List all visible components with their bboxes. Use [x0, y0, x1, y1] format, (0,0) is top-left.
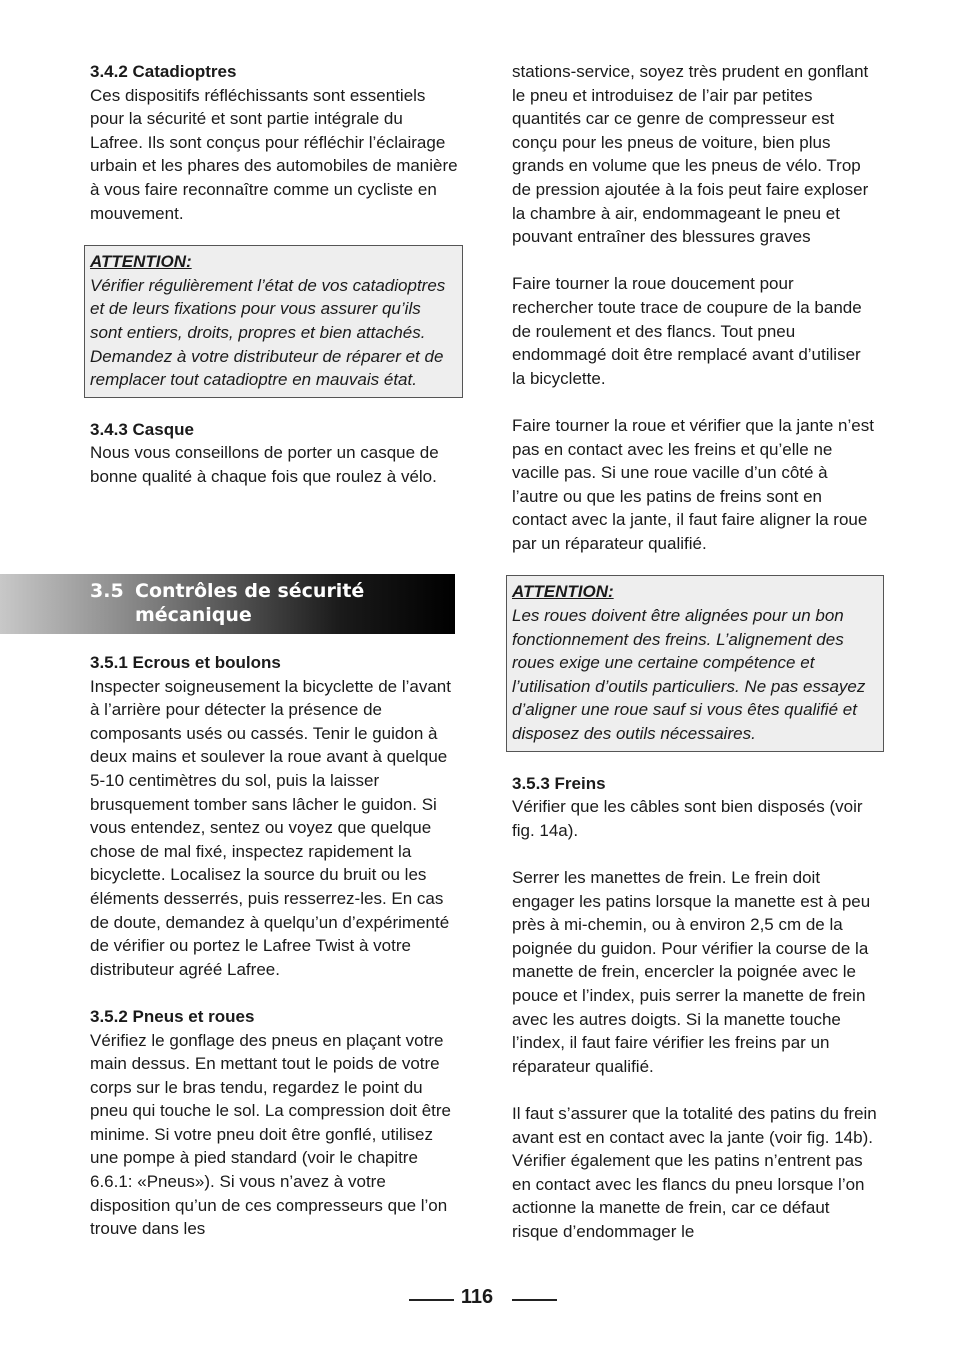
left-column-top: [90, 60, 460, 489]
paragraph-casque: Nous vous conseillons de porter un casque de bonne qualité à chaque fois que roulez à vélo.: [90, 443, 439, 486]
section-title-line2: mécanique: [135, 604, 252, 626]
paragraph-roue-jante: Faire tourner la roue et vérifier que la jante n’est pas en contact avec les freins et qu’elle ne vacille pas. Si une roue vacille d’un côté à l’autre ou que les patins de freins sont en contact avec la jante, il faut faire aligner la roue par un réparateur qualifié.: [512, 415, 874, 553]
paragraph-roue-coupure: Faire tourner la roue doucement pour rechercher toute trace de coupure de la bande de roulement et des flancs. Tout pneu endommagé doit être remplacé avant d’utiliser la bicyclette.: [512, 274, 862, 388]
paragraph-freins-patins: Il faut s’assurer que la totalité des patins du frein avant est en contact avec la jante (voir fig. 14b). Vérifier également que les patins n’entrent pas en contact avec les flancs du pneu lorsque l’on actionne la manette de frein, car ce défaut risque d’endommager le: [512, 1103, 877, 1241]
attention-title: ATTENTION:: [90, 252, 192, 272]
attention-title: ATTENTION:: [512, 582, 614, 602]
page-number: 116: [460, 1286, 494, 1308]
section-number: 3.5: [90, 580, 124, 602]
section-header-3-5: [0, 574, 455, 634]
attention-box-roues: [506, 575, 884, 751]
heading-3-4-3: 3.4.3 Casque: [90, 419, 194, 439]
section-title-line1: Contrôles de sécurité: [135, 580, 365, 602]
right-column: [512, 60, 878, 1244]
paragraph-catadioptres: Ces dispositifs réfléchissants sont essentiels pour la sécurité et sont partie intégrale du Lafree. Ils sont conçus pour réfléchir l’éclairage urbain et les phares des automobiles de manière à vous faire reconnaître comme un cycliste en mouvement.: [90, 85, 458, 223]
paragraph-freins-cables: Vérifier que les câbles sont bien disposés (voir fig. 14a).: [512, 797, 863, 840]
attention-box-catadioptres: [84, 245, 463, 398]
footer-rule-left: [409, 1299, 454, 1301]
attention-text: Vérifier régulièrement l’état de vos catadioptres et de leurs fixations pour vous assurer qu’ils sont entiers, droits, propres et bien attachés. Demandez à votre distributeur de réparer et de remplacer tout catadioptre en mauvais état.: [90, 275, 446, 390]
footer-rule-right: [512, 1299, 557, 1301]
attention-text: Les roues doivent être alignées pour un bon fonctionnement des freins. L’alignement des roues exige une certaine compétence et l’utilisation d’outils particuliers. Ne pas essayez d’aligner une roue sauf si vous êtes qualifié et disposez des outils nécessaires.: [512, 606, 866, 744]
heading-3-5-1: 3.5.1 Ecrous et boulons: [90, 653, 281, 672]
heading-3-4-2: 3.4.2 Catadioptres: [90, 62, 237, 81]
paragraph-stations: stations-service, soyez très prudent en gonflant le pneu et introduisez de l’air par petites quantités car ce genre de compresseur est conçu pour les pneus de voiture, bien plus grands en volume que les pneus de vélo. Trop de pression ajoutée à la fois peut faire exploser la chambre à air, endommageant le pneu et pouvant entraîner des blessures graves: [512, 62, 869, 247]
paragraph-pneus: Vérifiez le gonflage des pneus en plaçant votre main dessus. En mettant tout le poids de votre corps sur le bras tendu, regardez le point du pneu qui touche le sol. La compression doit être minime. Si votre pneu doit être gonflé, utilisez une pompe à pied standard (voir le chapitre 6.6.1: «Pneus»). Si vous n’avez à votre disposition qu’un de ces compresseurs que l’on trouve dans les: [90, 1030, 452, 1239]
left-column-bottom: [90, 651, 460, 1241]
paragraph-freins-manettes: Serrer les manettes de frein. Le frein doit engager les patins lorsque la manette est à peu près à mi-chemin, ou à environ 2,5 cm de la poignée du guidon. Pour vérifier la course de la manette de frein, encercler la poignée avec le pouce et l’index, puis serrer la manette de frein avec les autres doigts. Si la manette touche l’index, il faut faire vérifier les freins par un réparateur qualifié.: [512, 868, 871, 1076]
page-footer: [0, 1286, 954, 1309]
heading-3-5-2: 3.5.2 Pneus et roues: [90, 1006, 255, 1026]
heading-3-5-3: 3.5.3 Freins: [512, 773, 606, 793]
paragraph-ecrous: Inspecter soigneusement la bicyclette de l’avant à l’arrière pour détecter la présence de composants usés ou cassés. Tenir le guidon à deux mains et soulever la roue avant à quelque 5-10 centimètres du sol, puis la laisser brusquement tomber sans lâcher le guidon. Si vous entendez, sentez ou voyez que quelque chose de mal fixé, inspectez rapidement la bicyclette. Localisez la source du bruit ou les éléments desserrés, puis resserrez-les. En cas de doute, demandez à quelqu’un d’expérimenté de vérifier ou portez le Lafree Twist à votre distributeur agréé Lafree.: [90, 676, 451, 979]
